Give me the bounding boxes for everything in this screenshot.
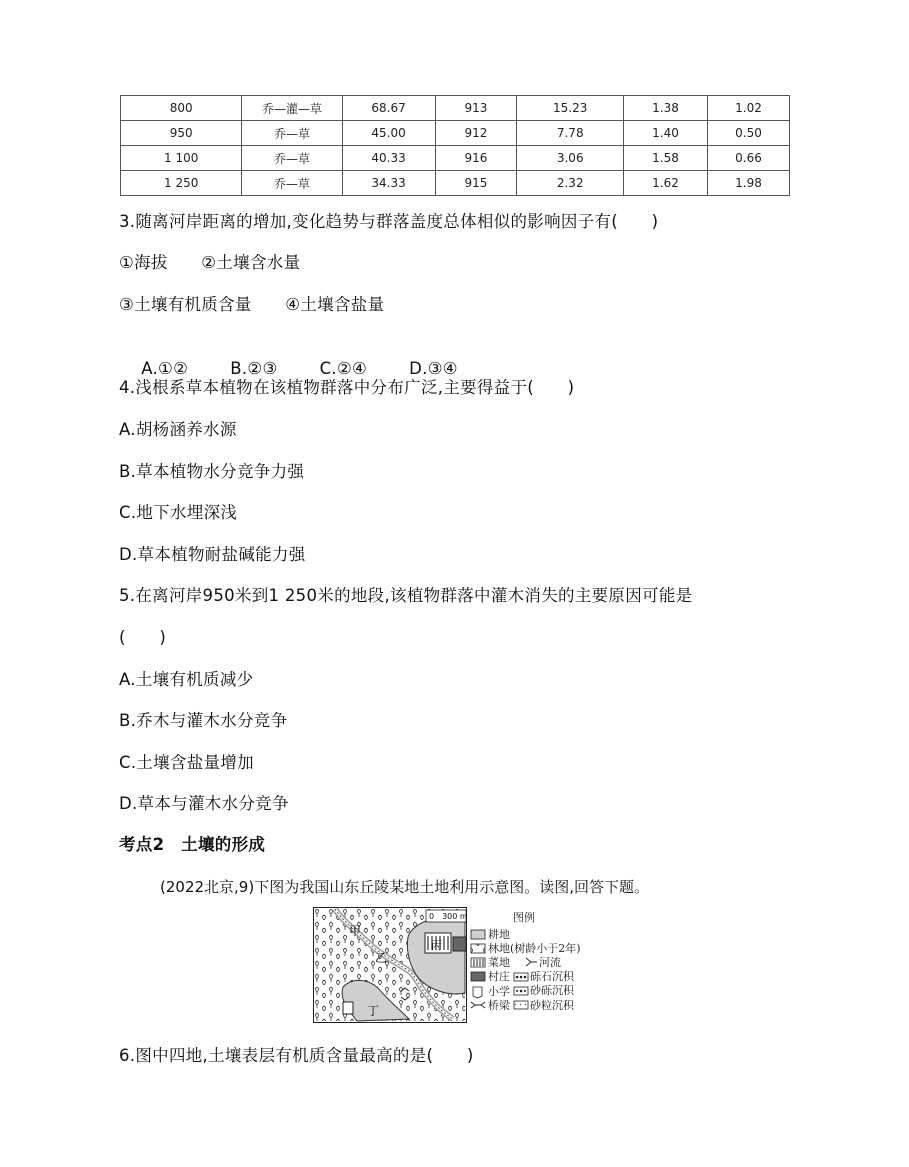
table-cell: 45.00 bbox=[342, 121, 435, 146]
table-cell: 7.78 bbox=[517, 121, 624, 146]
label-jia: 甲 bbox=[349, 924, 362, 938]
table-cell: 3.06 bbox=[517, 146, 624, 171]
label-ding: 丁 bbox=[367, 1004, 380, 1018]
table-cell: 916 bbox=[435, 146, 517, 171]
question-4-stem: 4.浅根系草本植物在该植物群落中分布广泛,主要得益于( ) bbox=[119, 378, 575, 397]
label-yi: 乙 bbox=[375, 951, 388, 965]
legend-sandy-gravel: 砂砾沉积 bbox=[530, 984, 574, 997]
table-cell: 乔—草 bbox=[242, 146, 342, 171]
data-table bbox=[120, 95, 790, 196]
table-cell: 1 250 bbox=[121, 171, 242, 196]
choice-d: D.③④ bbox=[409, 359, 458, 378]
legend-vegetable: 菜地 bbox=[488, 956, 510, 969]
legend-title: 图例 bbox=[513, 911, 535, 924]
land-use-map bbox=[313, 907, 591, 1031]
question-3-items-line-2: ③土壤有机质含量 ④土壤含盐量 bbox=[119, 295, 385, 314]
question-6-stem: 6.图中四地,土壤表层有机质含量最高的是( ) bbox=[119, 1046, 474, 1065]
table-cell: 15.23 bbox=[517, 96, 624, 121]
farmland-swatch-icon bbox=[471, 930, 485, 939]
question-4-option-d: D.草本植物耐盐碱能力强 bbox=[119, 545, 306, 564]
table-cell: 1.02 bbox=[707, 96, 789, 121]
table-cell: 913 bbox=[435, 96, 517, 121]
question-4-option-a: A.胡杨涵养水源 bbox=[119, 420, 237, 439]
table-cell: 乔—草 bbox=[242, 171, 342, 196]
village-swatch-icon bbox=[471, 972, 485, 981]
school-icon bbox=[343, 1002, 353, 1014]
legend-river: 河流 bbox=[539, 956, 561, 969]
bridge-legend-icon bbox=[471, 1002, 485, 1008]
table-cell: 1 100 bbox=[121, 146, 242, 171]
table-cell: 915 bbox=[435, 171, 517, 196]
legend-school: 小学 bbox=[488, 985, 510, 998]
legend-sand: 砂粒沉积 bbox=[530, 999, 574, 1012]
table-row bbox=[121, 121, 790, 146]
table-row bbox=[121, 96, 790, 121]
village-icon bbox=[453, 937, 466, 951]
question-4-option-c: C.地下水埋深浅 bbox=[119, 503, 238, 522]
table-cell: 乔—灌—草 bbox=[242, 96, 342, 121]
table-cell: 1.98 bbox=[707, 171, 789, 196]
choice-c: C.②④ bbox=[319, 359, 368, 378]
table-cell: 1.38 bbox=[624, 96, 708, 121]
intro-text: (2022北京,9)下图为我国山东丘陵某地土地利用示意图。读图,回答下题。 bbox=[160, 878, 649, 896]
table-cell: 0.50 bbox=[707, 121, 789, 146]
table-cell: 1.58 bbox=[624, 146, 708, 171]
question-5-option-d: D.草本与灌木水分竞争 bbox=[119, 794, 289, 813]
question-5-stem-continued: ( ) bbox=[119, 628, 167, 647]
legend-bridge: 桥梁 bbox=[488, 999, 510, 1012]
question-5-option-b: B.乔木与灌木水分竞争 bbox=[119, 711, 288, 730]
question-5-option-c: C.土壤含盐量增加 bbox=[119, 753, 254, 772]
question-4-option-b: B.草本植物水分竞争力强 bbox=[119, 462, 305, 481]
table-cell: 1.40 bbox=[624, 121, 708, 146]
river-legend-icon bbox=[526, 958, 537, 966]
question-5-option-a: A.土壤有机质减少 bbox=[119, 670, 254, 689]
sand-swatch-icon bbox=[514, 1001, 528, 1009]
school-legend-icon bbox=[473, 987, 482, 998]
table-cell: 1.62 bbox=[624, 171, 708, 196]
table-row bbox=[121, 146, 790, 171]
legend-forest: 林地(树龄小于2年) bbox=[488, 942, 581, 955]
table-cell: 912 bbox=[435, 121, 517, 146]
section-heading: 考点2 土壤的形成 bbox=[119, 835, 266, 854]
scale-label: 0 300 m bbox=[429, 912, 468, 921]
legend-village: 村庄 bbox=[488, 970, 510, 983]
choice-b: B.②③ bbox=[230, 359, 278, 378]
choice-a: A.①② bbox=[141, 359, 189, 378]
label-bing: 丙 bbox=[431, 939, 442, 952]
question-3-items-line-1: ①海拔 ②土壤含水量 bbox=[119, 253, 301, 272]
table-row bbox=[121, 171, 790, 196]
question-3-stem: 3.随离河岸距离的增加,变化趋势与群落盖度总体相似的影响因子有( ) bbox=[119, 212, 659, 231]
table-cell: 乔—草 bbox=[242, 121, 342, 146]
table-cell: 0.66 bbox=[707, 146, 789, 171]
legend-gravel: 砾石沉积 bbox=[530, 970, 574, 983]
forest-swatch-icon bbox=[471, 944, 485, 953]
table-cell: 34.33 bbox=[342, 171, 435, 196]
table-cell: 68.67 bbox=[342, 96, 435, 121]
table-cell: 40.33 bbox=[342, 146, 435, 171]
legend-farmland: 耕地 bbox=[488, 928, 510, 941]
table-cell: 2.32 bbox=[517, 171, 624, 196]
table-cell: 800 bbox=[121, 96, 242, 121]
table-cell: 950 bbox=[121, 121, 242, 146]
question-5-stem: 5.在离河岸950米到1 250米的地段,该植物群落中灌木消失的主要原因可能是 bbox=[119, 586, 693, 605]
